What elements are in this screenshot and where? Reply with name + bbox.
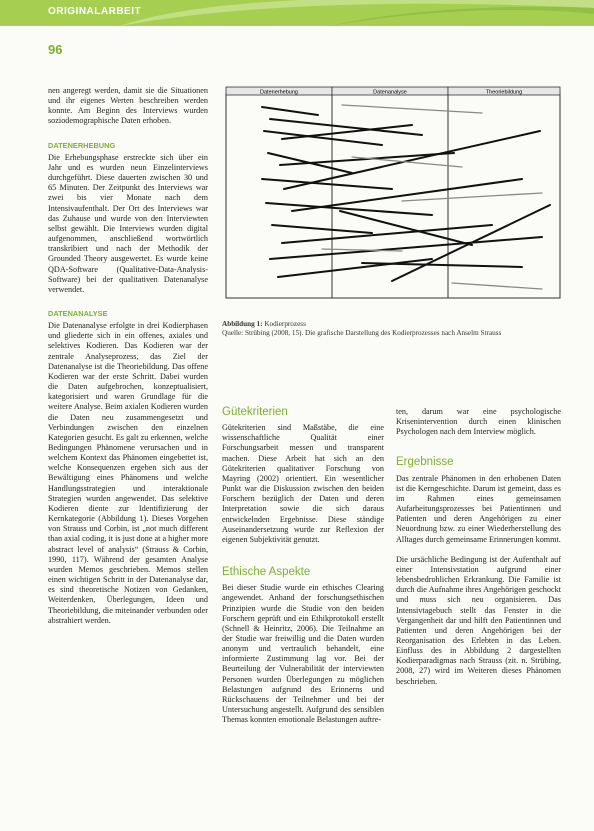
paragraph-intro: nen angeregt werden, damit sie die Situationen und ihr eigenes Werten beschreiben werden konnte. Am Beginn des Interviews wurden soziodemographische Daten erhoben. (48, 86, 208, 126)
caption-text: Quelle: Strübing (2008, 15). Die grafische Darstellung des Kodierprozesses nach Anselm Strauss (222, 329, 502, 337)
caption-title: Kodierprozess (264, 320, 306, 328)
text-column-1 (48, 86, 208, 626)
figure-header-data-collection: Datenerhebung (260, 89, 298, 96)
paragraph-ethics: Bei dieser Studie wurde ein ethisches Clearing angewendet. Anhand der forschungsethischen Prinzipien wurde die Studie von den beiden Forschern geprüft und ein Ethikprotokoll erstellt (Schnell & Heinritz, 2006). Die Teilnahme an der Studie war freiwillig und die Daten wurden anonym und vertraulich behandelt, eine informierte Zustimmung lag vor. Bei der Beurteilung der Vulnerabilität der interviewten Personen wurden Überlegungen zu möglichen Belastungen aufgrund des Erinnerns und Rückschauens der Teilnehmer und bei der Untersuchung angestellt. Aufgrund des sensiblen Themas konnten emotionale Belastungen auftre- (222, 583, 384, 725)
paragraph-quality-criteria: Gütekriterien sind Maßstäbe, die eine wissenschaftliche Qualität einer Forschungsarbeit messen und transparent machen. Diese Arbeit hat sich an den Gütekriterien qualitativer Forschung von Mayring (2002) orientiert. Ein wesentlicher Punkt war die Diskussion zwischen den beiden Forschern bezüglich der Daten und deren Interpretation sowie die sich daraus entwickelnden Ergebnisse. Diese ständige Auseinandersetzung wurde zur Reflexion der eigenen Subjektivität genutzt. (222, 423, 384, 544)
text-column-2 (222, 407, 384, 725)
heading-ethics: Ethische Aspekte (222, 566, 311, 579)
heading-data-analysis: DATENANALYSE (48, 308, 108, 318)
caption-label: Abbildung 1: (222, 320, 263, 328)
heading-quality-criteria: Gütekriterien (222, 406, 288, 418)
figure-header-theory-building: Theoriebildung (485, 89, 523, 96)
paragraph-data-collection: Die Erhebungsphase erstreckte sich über ein Jahr und es wurden neun Einzelinterviews durchgeführt. Diese dauerten zwischen 30 und 65 Minuten. Der Zeitpunkt des Interviews war zwei bis vier Monate nach dem Intensivaufenthalt. Der Ort des Interviews war das Zuhause und wurde von den Interviewten selbst gewählt. Die Interviews wurden digital aufgenommen, anschließend wortwörtlich transkribiert und nach der Methodik der Grounded Theory ausgewertet. Es wurde keine QDA-Software (Qualitative-Data-Analysis-Software) bei der qualitativen Datenanalyse verwendet. (48, 152, 208, 294)
figure-caption (222, 320, 564, 338)
text-column-3 (396, 407, 561, 687)
figure-header-data-analysis: Datenanalyse (373, 89, 407, 96)
paragraph-ethics-continued: ten, darum war eine psychologische Krisenintervention durch einen klinischen Psychologen nach dem Interview möglich. (396, 407, 561, 437)
paragraph-results-2: Die ursächliche Bedingung ist der Aufenthalt auf einer Intensivstation aufgrund einer lebensbedrohlichen Erkrankung. Die Familie ist durch die Aufnahme ihres Angehörigen geschockt und muss sich neu organisieren. Das Intensivtagebuch stellt das Fenster in die Vergangenheit dar und hilft den Patientinnen und Patienten und deren Angehörigen bei der Reorganisation des Erlebten in das Leben. Einfluss des in Abbildung 2 dargestellten Kodierparadigmas nach Strauss (zit. n. Strübing, 2008, 27) wird im Weiteren dieses Phänomen beschrieben. (396, 554, 561, 686)
heading-data-collection: DATENERHEBUNG (48, 140, 116, 150)
coding-process-figure (222, 83, 564, 300)
section-label: ORIGINALARBEIT (48, 6, 142, 17)
heading-results: Ergebnisse (396, 456, 454, 469)
page-number: 96 (48, 42, 63, 57)
paragraph-data-analysis: Die Datenanalyse erfolgte in drei Kodierphasen und gliederte sich in ein offenes, axiales und selektives Kodieren. Das Kodieren war der zentrale Analyseprozess, das Ziel der Datenanalyse ist die Theoriebildung. Das offene Kodieren war der erste Schritt. Dabei wurden die Daten aufgebrochen, konzeptualisiert, kategorisiert und waren Grundlage für die weitere Analyse. Beim axialen Kodieren wurden die Daten neu zusammengesetzt und Verbindungen zwischen den einzelnen Kategorien gesucht. Es galt zu erkennen, welche Bedingungen Phänomene verursachen und in welchem Kontext das Phänomen eingebettet ist, welche Konsequenzen ergeben sich aus der Bewältigung eines Phänomens und welche Handlungsstrategien und interaktionale Strategien wurden angewendet. Das selektive Kodieren diente zur Identifizierung der Kernkategorie (Abbildung 1). Dieses Vorgehen von Strauss und Corbin, ist „not much different than axial coding, it is just done at a higher more abstract level of analysis“ (Strauss & Corbin, 1990, 117). Während der gesamten Analyse wurden Memos geschrieben. Memos stellen einen wichtigen Schritt in der Datenanalyse dar, es sind theoretische Notizen von Gedanken, Weiterdenken, Überlegungen, Ideen und Theoriebildung, die miteinander verbunden oder abstrahiert werden. (48, 321, 208, 625)
header-banner (0, 0, 594, 26)
paragraph-results-1: Das zentrale Phänomen in den erhobenen Daten ist die Kerngeschichte. Darum ist gemeint, dass es im Rahmen eines gemeinsamen Aufarbeitungsprozesses bei Patientinnen und Patienten und deren Angehörigen zu einer Neuordnung bzw. zu einer Wiederherstellung des Alltages durch gemeinsame Erinnerungen kommt. (396, 473, 561, 544)
